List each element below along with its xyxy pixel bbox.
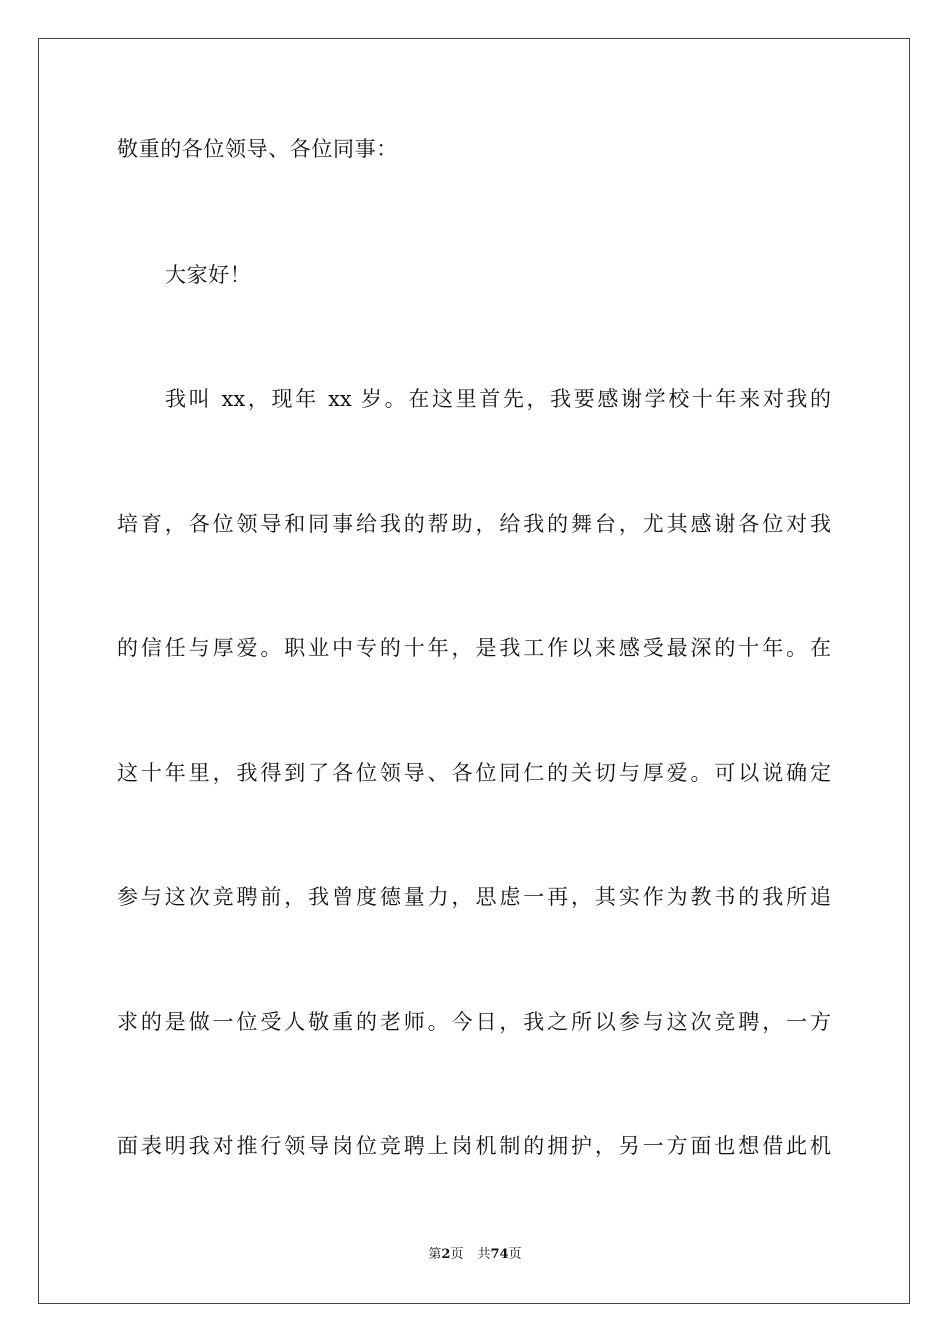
total-pages: 74	[490, 1247, 509, 1262]
greeting-line: 大家好！	[165, 263, 252, 287]
salutation-line: 敬重的各位领导、各位同事：	[117, 137, 398, 161]
page-suffix: 页	[450, 1247, 464, 1262]
page-border	[38, 38, 910, 1304]
page-prefix: 第	[428, 1247, 442, 1262]
paragraph-line-2: 培育，各位领导和同事给我的帮助，给我的舞台，尤其感谢各位对我	[117, 512, 831, 536]
paragraph-line-1: 我叫 xx，现年 xx 岁。在这里首先，我要感谢学校十年来对我的	[165, 387, 831, 411]
paragraph-line-5: 参与这次竞聘前，我曾度德量力，思虑一再，其实作为教书的我所追	[117, 885, 831, 909]
paragraph-line-4: 这十年里，我得到了各位领导、各位同仁的关切与厚爱。可以说确定	[117, 761, 831, 785]
paragraph-line-3: 的信任与厚爱。职业中专的十年，是我工作以来感受最深的十年。在	[117, 636, 831, 660]
total-prefix: 共	[477, 1247, 491, 1262]
page-footer	[0, 1247, 950, 1263]
total-suffix: 页	[508, 1247, 522, 1262]
page-number: 2	[441, 1247, 451, 1262]
paragraph-line-7: 面表明我对推行领导岗位竞聘上岗机制的拥护，另一方面也想借此机	[117, 1134, 831, 1158]
paragraph-line-6: 求的是做一位受人敬重的老师。今日，我之所以参与这次竞聘，一方	[117, 1010, 831, 1034]
